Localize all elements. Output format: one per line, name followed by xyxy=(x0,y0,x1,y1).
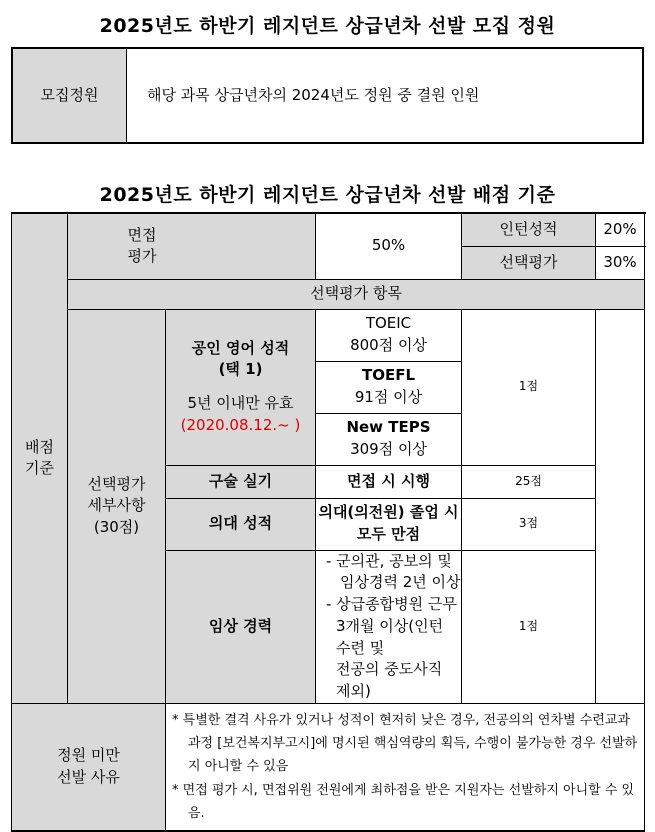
toefl-label: TOEFL xyxy=(361,366,416,385)
clinical-line-5: 전공의 중도사직 제외) xyxy=(336,660,443,700)
recruit-title: 2025년도 하반기 레지던트 상급년차 선발 모집 정원 xyxy=(99,15,556,37)
interview-percent: 50% xyxy=(316,213,462,279)
reason-notes xyxy=(166,703,645,831)
recruit-table xyxy=(11,47,644,144)
english-label xyxy=(166,309,316,465)
toeic-label: TOEIC xyxy=(365,314,412,333)
clinical-desc xyxy=(316,550,462,703)
oral-label: 구술 실기 xyxy=(166,465,316,498)
oral-desc: 면접 시 시행 xyxy=(316,465,462,498)
score-criteria-side-label xyxy=(12,213,68,703)
detail-line-1: 선택평가 xyxy=(87,474,146,493)
select-percent: 30% xyxy=(596,246,645,279)
interview-line-2: 평가 xyxy=(127,247,157,266)
intern-label: 인턴성적 xyxy=(462,213,596,246)
reason-line-1: 정원 미만 xyxy=(57,746,120,765)
detail-label xyxy=(68,309,166,703)
criteria-table xyxy=(11,212,645,832)
reason-note-1: * 특별한 결격 사유가 있거나 성적이 현저히 낮은 경우, 전공의의 연차별 수련교과과정 [보건복지부고시]에 명시된 핵심역량의 획득, 수행이 불가능한 경우 선발하지 아니할 수 있음 xyxy=(172,712,638,775)
reason-label xyxy=(12,703,166,831)
reason-note-2: * 면접 평가 시, 면접위원 전원에게 최하점을 받은 지원자는 선발하지 아니할 수 있음. xyxy=(172,782,635,822)
english-validity: 5년 이내만 유효 xyxy=(187,394,294,412)
clinical-line-4: 3개월 이상(인턴 수련 및 xyxy=(336,616,444,657)
teps-label: New TEPS xyxy=(346,418,431,437)
reason-line-2: 선발 사유 xyxy=(57,768,120,786)
criteria-title: 2025년도 하반기 레지던트 상급년차 선발 배점 기준 xyxy=(99,184,556,206)
clinical-line-3: - 상급종합병원 근무 xyxy=(326,595,457,613)
med-desc-line-1: 의대(의전원) 졸업 시 xyxy=(318,503,459,522)
interview-label xyxy=(68,213,316,279)
toefl-requirement: 91점 이상 xyxy=(354,388,423,406)
detail-line-2: 세부사항 xyxy=(87,496,146,515)
detail-line-3: (30점) xyxy=(93,518,140,536)
select-items-header: 선택평가 항목 xyxy=(68,279,645,309)
side-label-line-1: 배점 xyxy=(25,437,54,456)
toeic-cell xyxy=(316,309,462,361)
english-date: (2020.08.12.~ ) xyxy=(180,415,301,434)
english-line-2: (택 1) xyxy=(218,360,263,379)
side-label-line-2: 기준 xyxy=(25,459,54,478)
toeic-requirement: 800점 이상 xyxy=(350,336,427,354)
english-line-1: 공인 영어 성적 xyxy=(191,338,290,357)
toefl-cell xyxy=(316,361,462,413)
teps-requirement: 309점 이상 xyxy=(350,440,427,458)
clinical-label: 임상 경력 xyxy=(166,550,316,703)
med-label: 의대 성적 xyxy=(166,498,316,550)
med-desc xyxy=(316,498,462,550)
recruit-label: 모집정원 xyxy=(12,48,127,143)
clinical-score: 1점 xyxy=(462,550,596,703)
clinical-line-2: 임상경력 2년 이상 xyxy=(340,573,461,592)
english-score: 1점 xyxy=(462,309,596,465)
teps-cell xyxy=(316,413,462,465)
recruit-value: 해당 과목 상급년차의 2024년도 정원 중 결원 인원 xyxy=(127,48,644,143)
intern-percent: 20% xyxy=(596,213,645,246)
select-label: 선택평가 xyxy=(462,246,596,279)
clinical-line-1: - 군의관, 공보의 및 xyxy=(326,551,452,570)
oral-score: 25점 xyxy=(462,465,596,498)
recruit-row xyxy=(12,48,643,143)
interview-line-1: 면접 xyxy=(127,225,157,244)
med-desc-line-2: 모두 만점 xyxy=(356,525,421,543)
med-score: 3점 xyxy=(462,498,596,550)
